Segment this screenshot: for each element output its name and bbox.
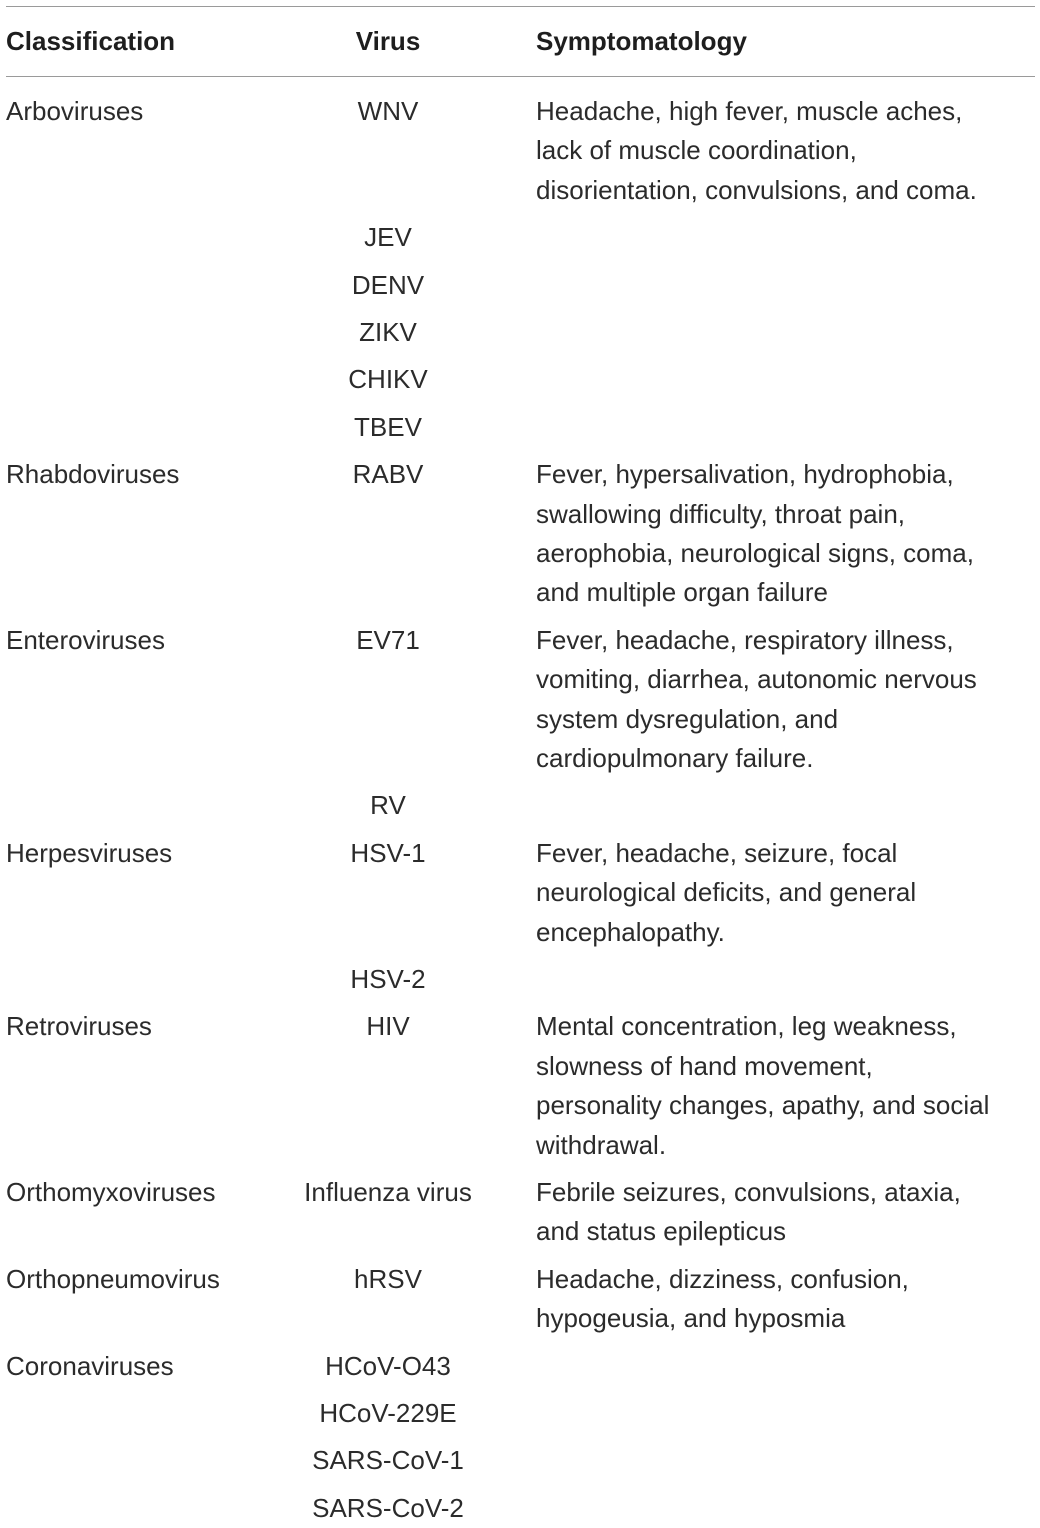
symptom-line: Fever, headache, respiratory illness,	[536, 624, 954, 655]
classification-cell: Orthopneumovirus	[6, 1263, 220, 1294]
virus-cell: hRSV	[354, 1263, 422, 1294]
symptom-line: and status epilepticus	[536, 1216, 787, 1247]
symptom-line: Fever, hypersalivation, hydrophobia,	[536, 459, 954, 490]
header-symptomatology: Symptomatology	[536, 26, 747, 56]
symptom-line: system dysregulation, and	[536, 703, 839, 734]
symptom-line: Mental concentration, leg weakness,	[536, 1011, 957, 1042]
symptom-line: lack of muscle coordination,	[536, 135, 857, 166]
virus-cell: HSV-1	[350, 837, 426, 868]
virus-cell: EV71	[356, 624, 420, 655]
header-virus: Virus	[355, 26, 421, 56]
virus-cell: RV	[370, 790, 406, 821]
header-divider-rule	[6, 76, 1035, 77]
symptom-line: withdrawal.	[536, 1129, 667, 1160]
symptom-line: aerophobia, neurological signs, coma,	[536, 538, 974, 568]
virus-cell: RABV	[352, 459, 424, 490]
symptom-line: disorientation, convulsions, and coma.	[536, 174, 977, 205]
classification-cell: Herpesviruses	[6, 837, 173, 868]
classification-cell: Enteroviruses	[6, 624, 165, 655]
classification-cell: Arboviruses	[6, 96, 144, 126]
symptom-line: slowness of hand movement,	[536, 1050, 873, 1081]
virus-cell: HCoV-229E	[319, 1398, 457, 1428]
virus-cell: DENV	[351, 269, 425, 300]
virus-cell: CHIKV	[348, 364, 428, 395]
virus-cell: HIV	[366, 1011, 410, 1042]
symptom-line: Fever, headache, seizure, focal	[536, 837, 898, 868]
virus-cell: WNV	[357, 96, 419, 126]
header-classification: Classification	[6, 26, 176, 56]
classification-cell: Coronaviruses	[6, 1350, 174, 1381]
virus-cell: TBEV	[354, 411, 422, 442]
classification-cell: Orthomyxoviruses	[6, 1177, 216, 1207]
classification-cell: Rhabdoviruses	[6, 459, 180, 490]
virus-cell: SARS-CoV-1	[312, 1445, 464, 1476]
symptom-line: vomiting, diarrhea, autonomic nervous	[536, 664, 977, 695]
symptom-line: and multiple organ failure	[536, 577, 828, 608]
symptom-line: Headache, dizziness, confusion,	[536, 1263, 909, 1294]
symptom-line: hypogeusia, and hyposmia	[536, 1303, 846, 1334]
symptom-line: encephalopathy.	[536, 916, 725, 947]
symptom-line: swallowing difficulty, throat pain,	[536, 498, 906, 529]
symptom-line: personality changes, apathy, and social	[536, 1090, 990, 1121]
symptom-line: Febrile seizures, convulsions, ataxia,	[536, 1177, 961, 1207]
table-top-rule	[6, 6, 1035, 7]
virus-cell: JEV	[364, 222, 412, 253]
virus-cell: SARS-CoV-2	[312, 1492, 464, 1523]
classification-cell: Retroviruses	[6, 1011, 152, 1042]
virus-cell: HSV-2	[350, 964, 426, 994]
symptom-line: cardiopulmonary failure.	[536, 743, 814, 773]
symptom-line: neurological deficits, and general	[536, 877, 917, 908]
virus-cell: ZIKV	[359, 317, 417, 347]
symptom-line: Headache, high fever, muscle aches,	[536, 96, 963, 126]
virus-cell: HCoV-O43	[325, 1350, 451, 1381]
virus-cell: Influenza virus	[304, 1177, 472, 1207]
